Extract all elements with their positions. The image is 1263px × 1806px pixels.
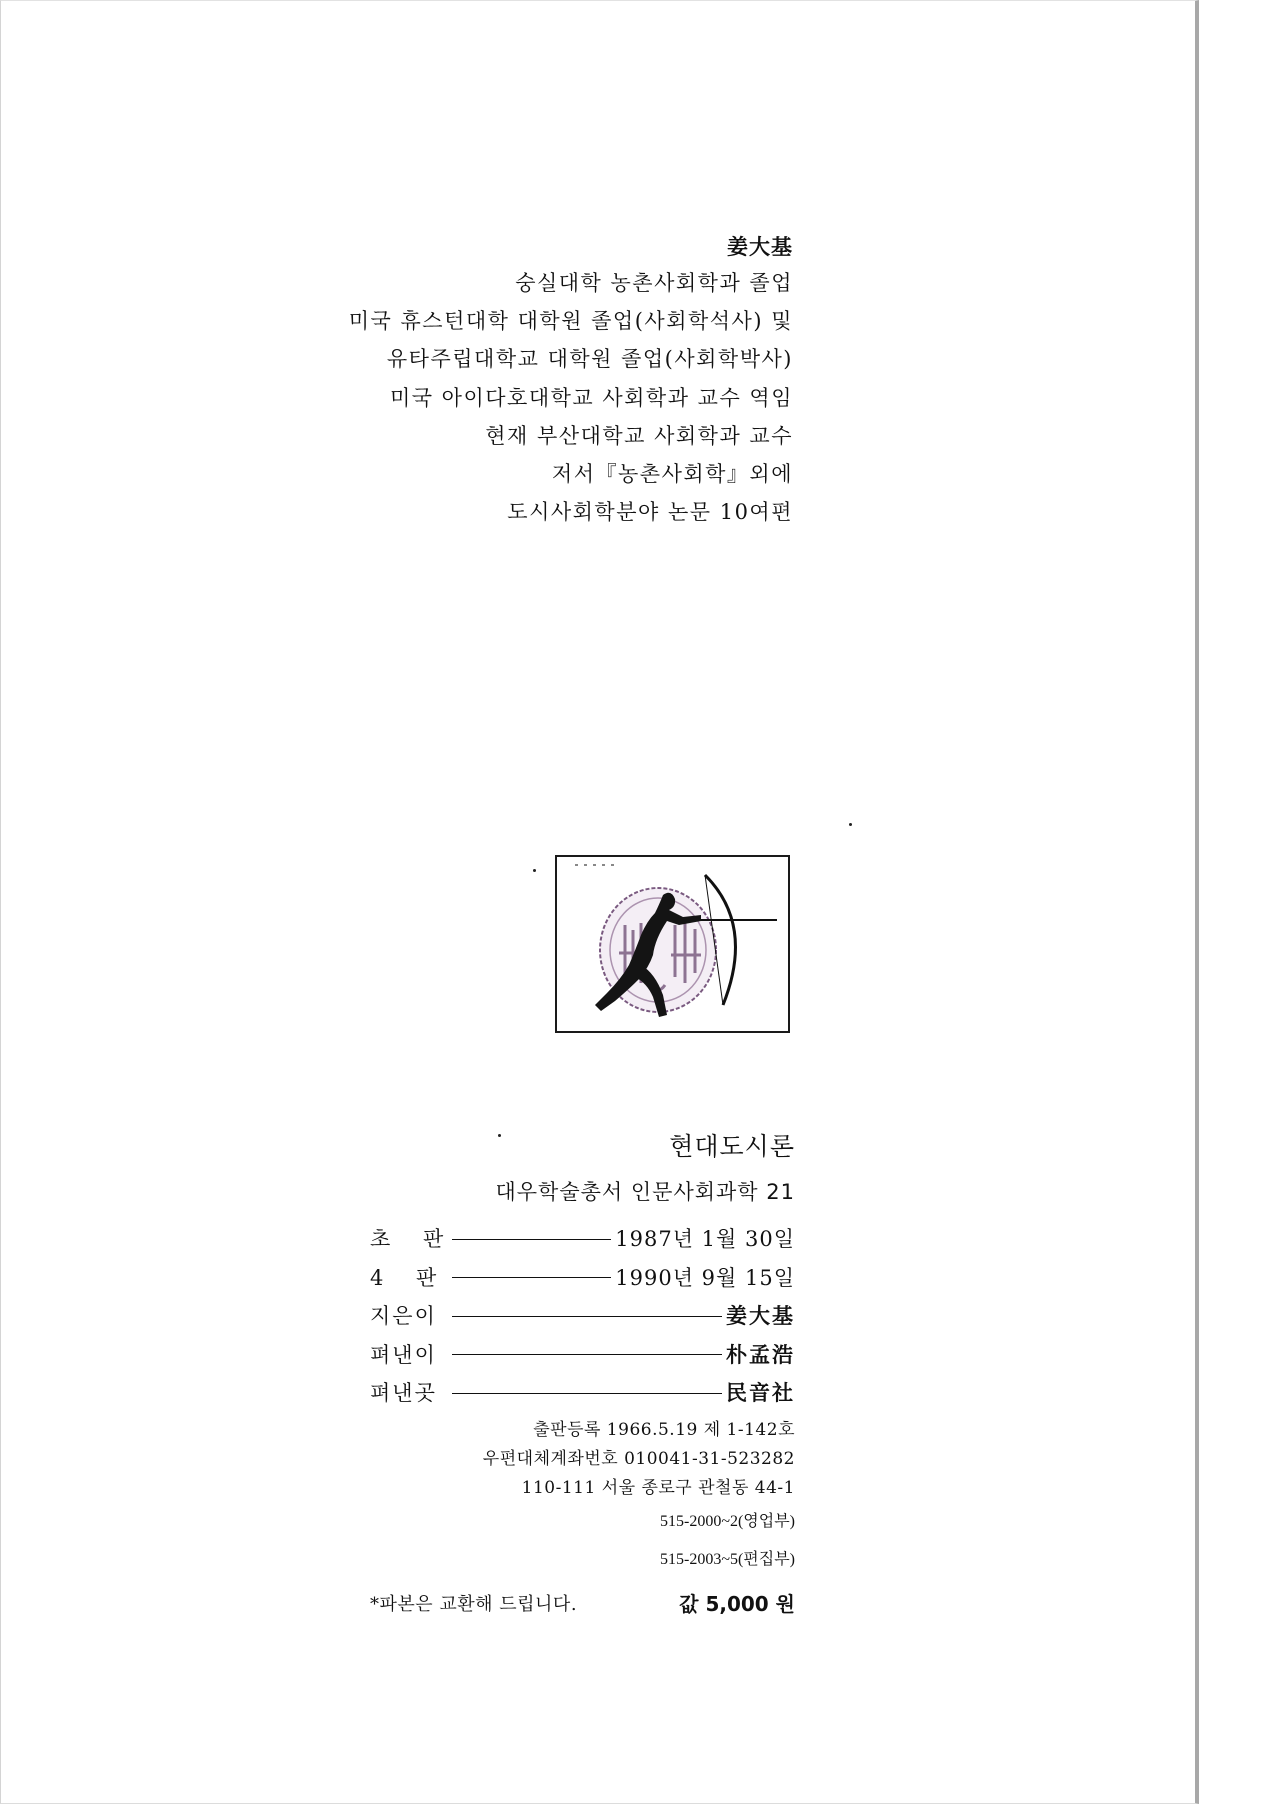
- sales-phone: 515-2000~2(영업부): [659, 1512, 795, 1530]
- series-name: 대우학술총서 인문사회과학 21: [495, 1180, 795, 1204]
- publisher-value: 朴孟浩: [726, 1341, 795, 1367]
- bio-line-education-2: 미국 휴스턴대학 대학원 졸업(사회학석사) 및: [348, 309, 793, 334]
- bio-line-works-1: 저서『농촌사회학』외에: [551, 462, 793, 487]
- publishing-house-row: [370, 1373, 795, 1412]
- author-name: 姜大基: [727, 234, 793, 259]
- bio-line-education-1: 숭실대학 농촌사회학과 졸업: [515, 271, 793, 295]
- postal-account-info: 우편대체계좌번호 010041-31-523282: [482, 1448, 795, 1469]
- leader-rule: [452, 1316, 722, 1317]
- editorial-phone: 515-2003~5(편집부): [659, 1550, 795, 1568]
- page-gutter: [1203, 0, 1263, 1806]
- first-edition-row: [370, 1219, 795, 1258]
- leader-rule: [452, 1393, 722, 1394]
- publisher-row: [370, 1335, 795, 1374]
- exchange-notice: *파본은 교환해 드립니다.: [370, 1593, 578, 1615]
- address-info: 110-111 서울 종로구 관철동 44-1: [521, 1477, 795, 1498]
- leader-rule: [452, 1239, 611, 1240]
- archer-emblem-icon: [555, 855, 790, 1033]
- bio-line-education-3: 유타주립대학교 대학원 졸업(사회학박사): [386, 347, 793, 372]
- leader-rule: [452, 1277, 611, 1278]
- author-label: 지은이: [370, 1304, 437, 1329]
- publishing-house-label: 펴낸곳: [370, 1381, 437, 1406]
- author-row: [370, 1296, 795, 1335]
- fourth-edition-date: 1990년 9월 15일: [615, 1265, 795, 1290]
- first-edition-label: 초 판: [370, 1227, 457, 1252]
- leader-rule: [452, 1354, 722, 1355]
- price: 값 5,000 원: [679, 1592, 795, 1616]
- publisher-label: 펴낸이: [370, 1342, 437, 1367]
- bio-line-works-2: 도시사회학분야 논문 10여편: [507, 500, 793, 525]
- first-edition-date: 1987년 1월 30일: [615, 1227, 795, 1252]
- registration-info: 출판등록 1966.5.19 제 1-142호: [533, 1419, 795, 1440]
- fourth-edition-label: 4 판: [370, 1265, 450, 1290]
- colophon: [370, 1123, 795, 1619]
- author-value: 姜大基: [726, 1303, 795, 1329]
- colophon-footer: [370, 1587, 795, 1619]
- fourth-edition-row: [370, 1258, 795, 1297]
- bio-line-career-1: 미국 아이다호대학교 사회학과 교수 역임: [389, 385, 793, 410]
- publishing-house-value: 民音社: [726, 1380, 795, 1406]
- scan-speck: [849, 823, 852, 826]
- book-title: 현대도시론: [669, 1132, 795, 1161]
- bio-line-career-2: 현재 부산대학교 사회학과 교수: [485, 423, 793, 448]
- author-bio: [173, 230, 793, 531]
- scan-speck: [533, 869, 536, 872]
